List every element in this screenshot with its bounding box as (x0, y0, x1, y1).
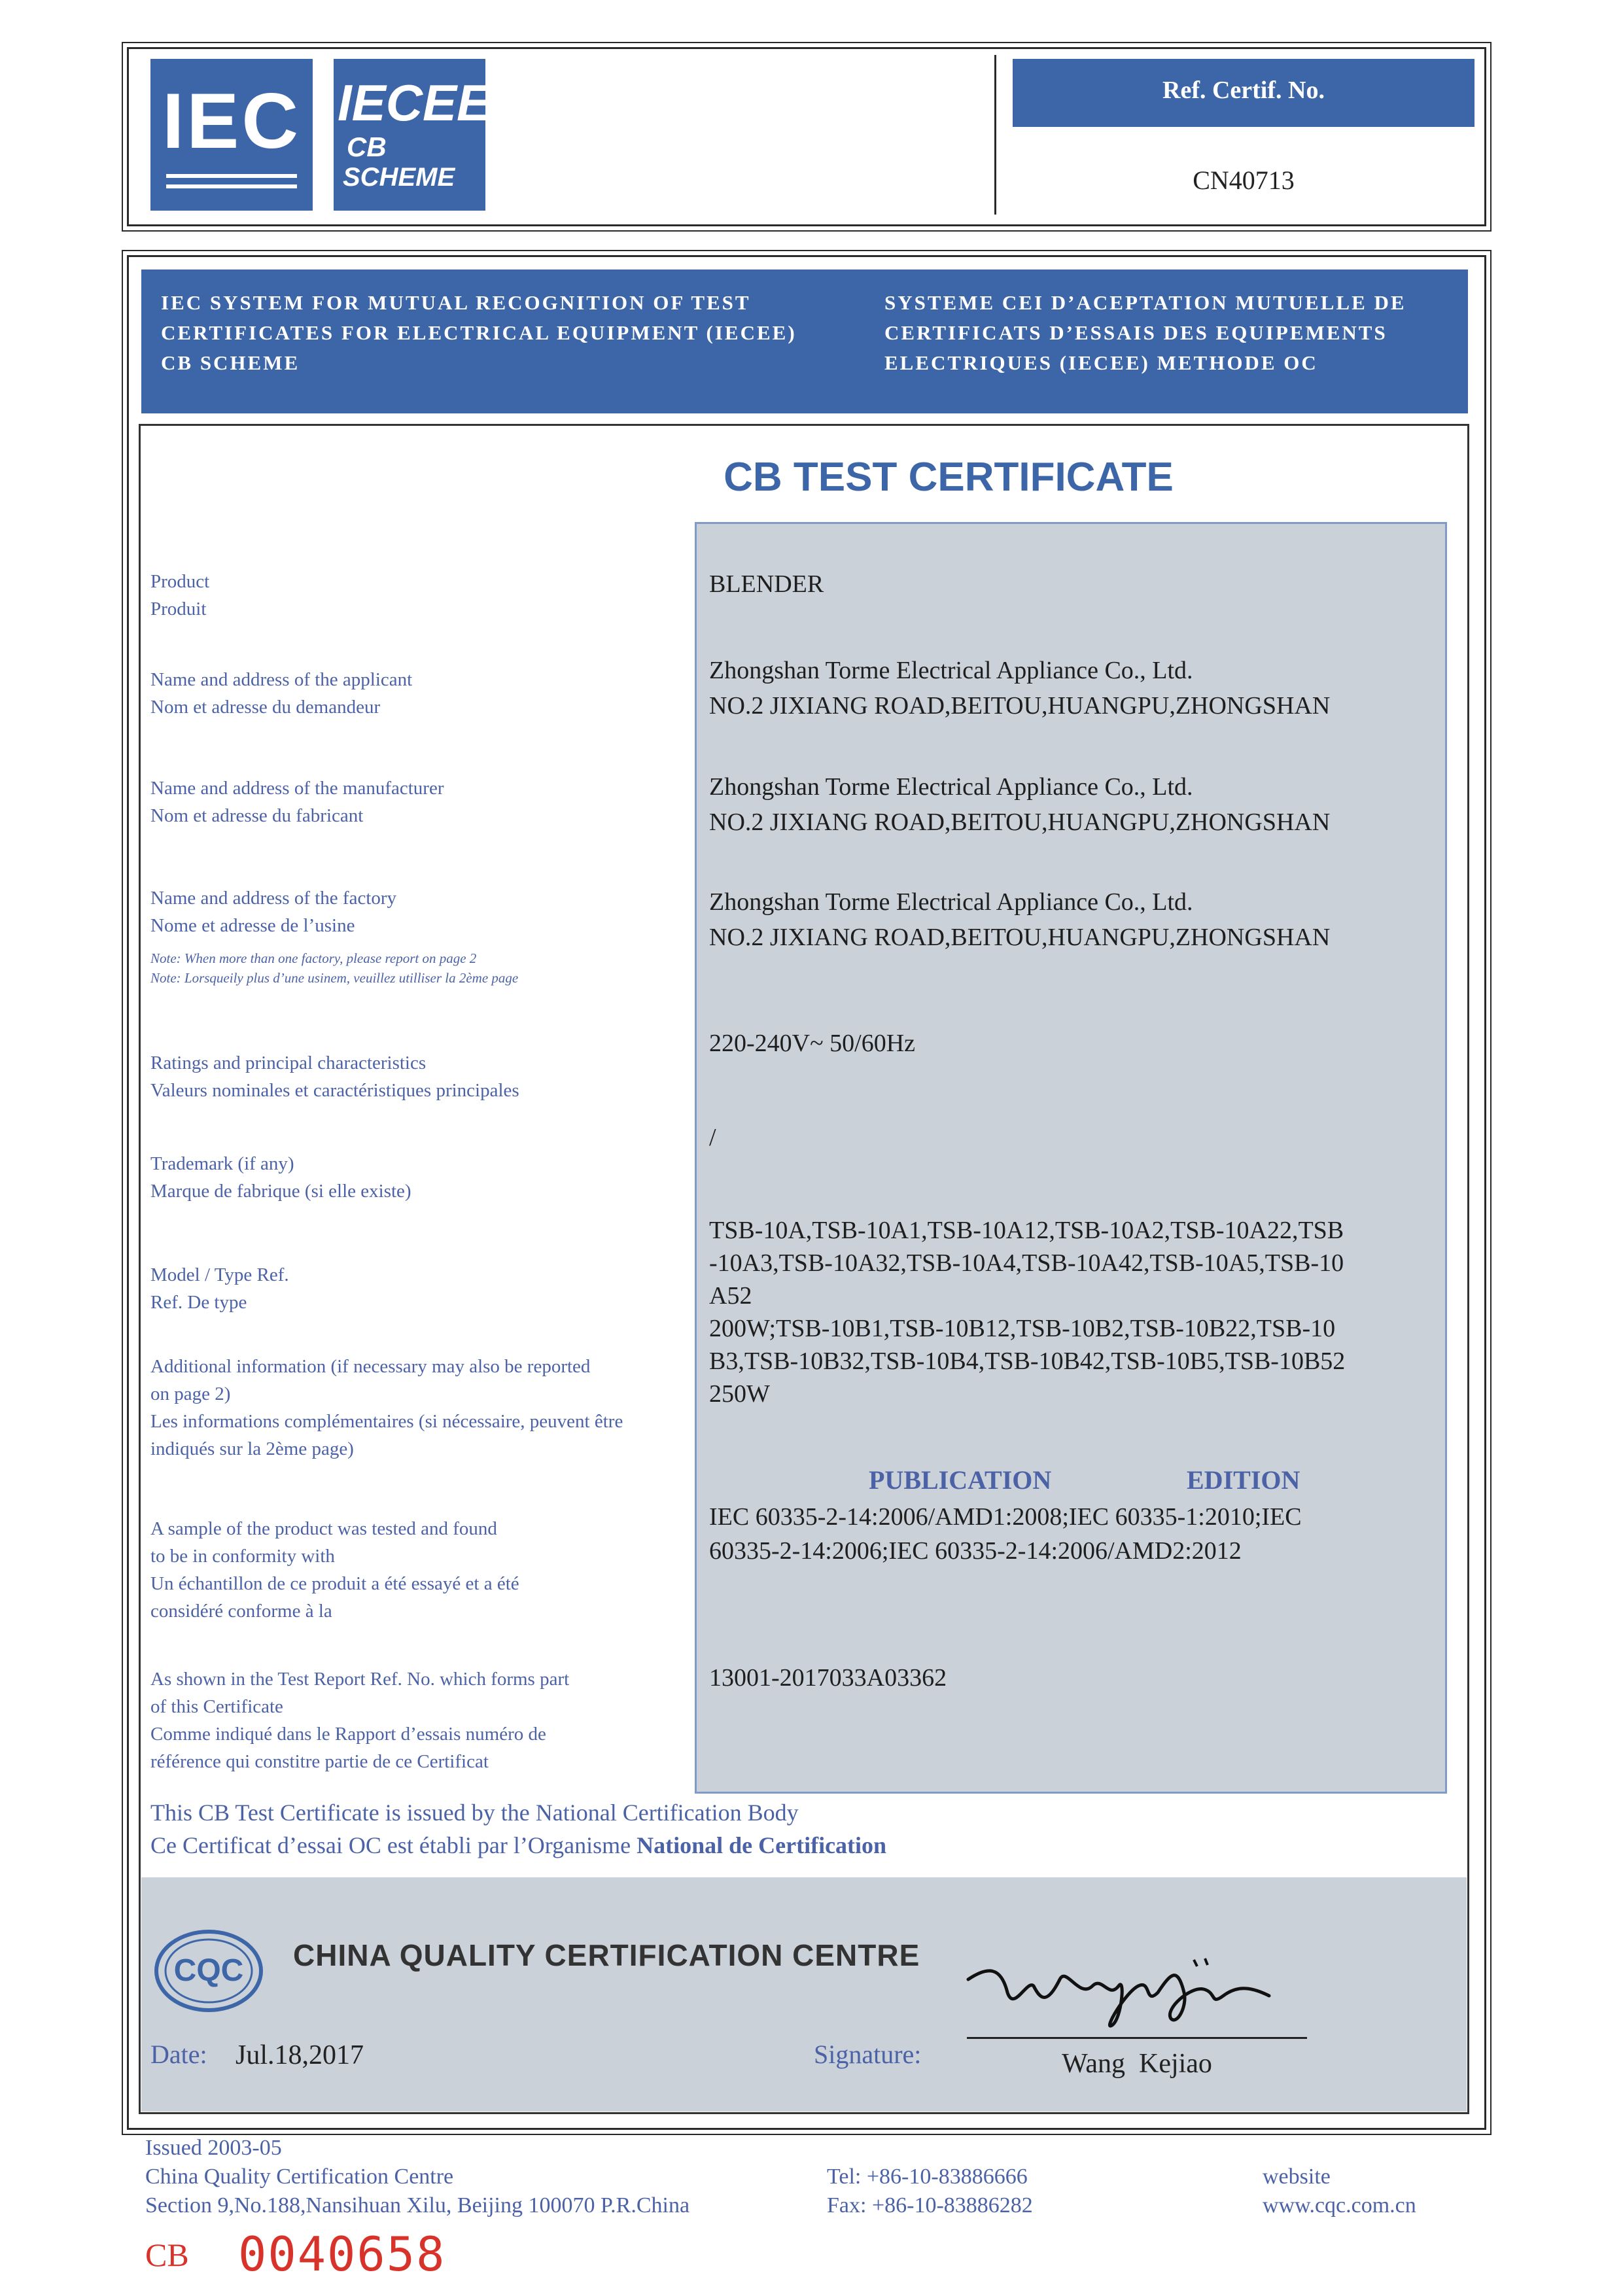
model-line: A52 (709, 1282, 752, 1310)
signer-name: Wang Kejiao (1062, 2049, 1212, 2079)
serial-number: 0040658 (238, 2227, 446, 2282)
trademark-value: / (709, 1124, 716, 1151)
edition-heading: EDITION (1187, 1465, 1300, 1495)
applicant-name: Zhongshan Torme Electrical Appliance Co., Ltd. (709, 657, 1193, 684)
manufacturer-label-fr: Nom et adresse du fabricant (150, 805, 364, 826)
ratings-label: Ratings and principal characteristics (150, 1052, 427, 1073)
ref-label: Ref. Certif. No. (1162, 77, 1325, 104)
footer-website-label: website (1263, 2165, 1331, 2189)
banner-fr-line: SYSTEME CEI D’ACEPTATION MUTUELLE DE (884, 291, 1406, 314)
manufacturer-address: NO.2 JIXIANG ROAD,BEITOU,HUANGPU,ZHONGSHAN (709, 809, 1331, 836)
factory-note-fr: Note: Lorsqueily plus d’une usinem, veuillez utilliser la 2ème page (150, 970, 519, 986)
product-value: BLENDER (709, 570, 824, 598)
signature-label: Signature: (814, 2040, 922, 2069)
ratings-value: 220-240V~ 50/60Hz (709, 1030, 916, 1057)
conformity-label-fr: considéré conforme à la (150, 1601, 332, 1622)
publication-value: 60335-2-14:2006;IEC 60335-2-14:2006/AMD2:2012 (709, 1537, 1242, 1565)
issued-by-en: This CB Test Certificate is issued by the National Certification Body (150, 1800, 799, 1826)
footer-website[interactable]: www.cqc.com.cn (1263, 2193, 1416, 2218)
banner-english (161, 288, 797, 378)
signature-image (962, 1940, 1302, 2038)
manufacturer-name: Zhongshan Torme Electrical Appliance Co., Ltd. (709, 773, 1193, 801)
cqc-logo (153, 1928, 264, 2013)
banner-fr-line: ELECTRIQUES (IECEE) METHODE OC (884, 351, 1318, 374)
footer-address: Section 9,No.188,Nansihuan Xilu, Beijing 100070 P.R.China (145, 2193, 690, 2218)
report-label: of this Certificate (150, 1696, 283, 1717)
banner-en-line: IEC SYSTEM FOR MUTUAL RECOGNITION OF TEST (161, 291, 751, 314)
signature-line (967, 2037, 1307, 2039)
factory-address: NO.2 JIXIANG ROAD,BEITOU,HUANGPU,ZHONGSHAN (709, 924, 1331, 951)
factory-label-fr: Nome et adresse de l’usine (150, 915, 355, 936)
date-value: Jul.18,2017 (236, 2040, 364, 2070)
ref-value: CN40713 (1193, 165, 1295, 195)
banner-fr-line: CERTIFICATS D’ESSAIS DES EQUIPEMENTS (884, 321, 1387, 344)
model-line: TSB-10A,TSB-10A1,TSB-10A12,TSB-10A2,TSB-10A22,TSB (709, 1217, 1344, 1244)
iecee-logo-text: IECEE (338, 74, 491, 131)
footer-org: China Quality Certification Centre (145, 2165, 454, 2189)
trademark-label-fr: Marque de fabrique (si elle existe) (150, 1181, 411, 1202)
ref-label-bar (1013, 59, 1475, 127)
iecee-logo (334, 59, 491, 211)
cb-logo-text: CB (347, 131, 387, 162)
model-line: B3,TSB-10B32,TSB-10B4,TSB-10B42,TSB-10B5,TSB-10B52 (709, 1348, 1346, 1375)
handwritten-signature (962, 1940, 1302, 2038)
applicant-label-fr: Nom et adresse du demandeur (150, 697, 381, 718)
publication-heading: PUBLICATION (869, 1465, 1052, 1495)
applicant-address: NO.2 JIXIANG ROAD,BEITOU,HUANGPU,ZHONGSHAN (709, 692, 1331, 720)
date-label: Date: (150, 2040, 207, 2069)
factory-label: Name and address of the factory (150, 888, 397, 909)
model-label: Model / Type Ref. (150, 1264, 289, 1285)
additional-label-fr: Les informations complémentaires (si nécessaire, peuvent être (150, 1411, 623, 1432)
ratings-label-fr: Valeurs nominales et caractéristiques principales (150, 1080, 519, 1101)
additional-label-fr: indiqués sur la 2ème page) (150, 1438, 354, 1459)
product-label: Product (150, 571, 210, 592)
banner-en-line: CB SCHEME (161, 351, 300, 374)
model-values (709, 1214, 1345, 1410)
conformity-label: A sample of the product was tested and found (150, 1518, 497, 1539)
iec-logo-rule (166, 184, 297, 188)
additional-label: Additional information (if necessary may also be reported (150, 1356, 591, 1377)
report-value: 13001-2017033A03362 (709, 1664, 947, 1692)
product-label-fr: Produit (150, 599, 207, 619)
factory-note-en: Note: When more than one factory, please report on page 2 (150, 950, 477, 966)
applicant-label: Name and address of the applicant (150, 669, 413, 690)
iec-logo-rule (166, 174, 297, 178)
footer-fax: Fax: +86-10-83886282 (827, 2193, 1033, 2218)
factory-name: Zhongshan Torme Electrical Appliance Co., Ltd. (709, 888, 1193, 916)
trademark-label: Trademark (if any) (150, 1153, 294, 1174)
issued-by-fr-bold: National de Certification (637, 1832, 887, 1858)
banner-french (884, 288, 1406, 378)
certifier-name: CHINA QUALITY CERTIFICATION CENTRE (293, 1938, 920, 1972)
publication-value: IEC 60335-2-14:2006/AMD1:2008;IEC 60335-1:2010;IEC (709, 1503, 1302, 1531)
issued-by-fr (150, 1829, 886, 1862)
manufacturer-label: Name and address of the manufacturer (150, 778, 444, 799)
model-line: 250W (709, 1380, 770, 1408)
conformity-label: to be in conformity with (150, 1546, 335, 1567)
header-divider (994, 55, 996, 215)
iec-logo-text: IEC (162, 77, 302, 165)
additional-label: on page 2) (150, 1383, 231, 1404)
conformity-label-fr: Un échantillon de ce produit a été essayé et a été (150, 1573, 519, 1594)
banner-en-line: CERTIFICATES FOR ELECTRICAL EQUIPMENT (IECEE) (161, 321, 797, 344)
report-label-fr: Comme indiqué dans le Rapport d’essais numéro de (150, 1724, 546, 1745)
model-line: 200W;TSB-10B1,TSB-10B12,TSB-10B2,TSB-10B22,TSB-10 (709, 1315, 1336, 1342)
cqc-logo-text: CQC (173, 1953, 244, 1988)
serial-prefix: CB (145, 2236, 189, 2273)
page-title: CB TEST CERTIFICATE (724, 455, 1174, 500)
footer-issued: Issued 2003-05 (145, 2136, 282, 2160)
report-label: As shown in the Test Report Ref. No. which forms part (150, 1669, 570, 1690)
model-line: -10A3,TSB-10A32,TSB-10A4,TSB-10A42,TSB-10A5,TSB-10 (709, 1249, 1344, 1277)
footer-tel: Tel: +86-10-83886666 (827, 2165, 1028, 2189)
model-label-fr: Ref. De type (150, 1292, 247, 1313)
scheme-logo-text: SCHEME (343, 163, 455, 192)
report-label-fr: référence qui constitre partie de ce Certificat (150, 1751, 489, 1772)
issued-by-fr-text: Ce Certificat d’essai OC est établi par l’Organisme (150, 1832, 637, 1858)
iecee-banner (141, 270, 1468, 413)
iec-logo (150, 59, 313, 211)
